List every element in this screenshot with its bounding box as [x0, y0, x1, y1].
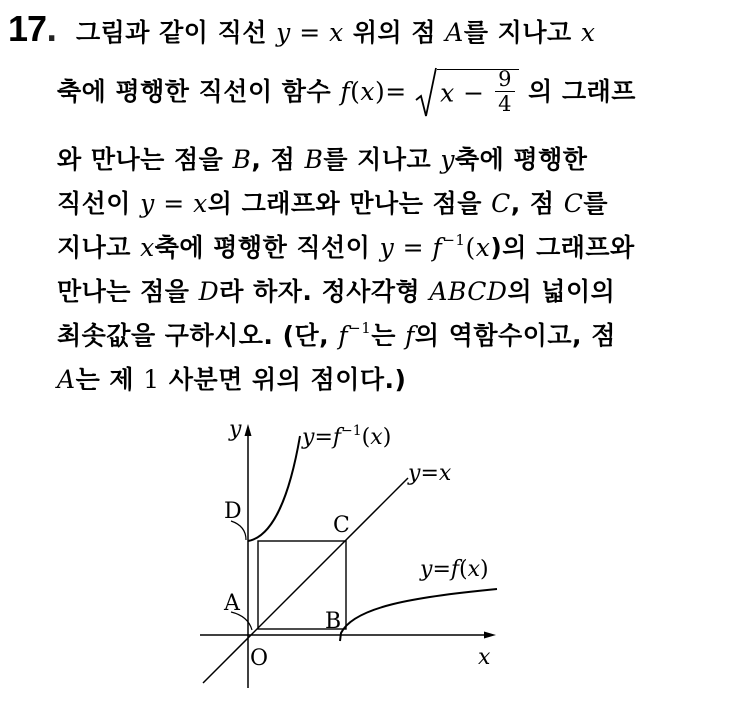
label-part: f — [332, 425, 342, 450]
text: 축에 평행한 — [454, 145, 588, 174]
x-axis-arrow-icon — [484, 632, 496, 639]
text: 위의 점 — [343, 18, 446, 47]
label-part: ( — [459, 557, 468, 582]
label-part: ) — [382, 425, 392, 450]
curve-label-f-inverse — [301, 423, 391, 450]
math: A — [57, 365, 76, 394]
text: 축에 평행한 직선이 함수 — [57, 77, 341, 106]
math: y — [379, 233, 395, 262]
math: x — [580, 18, 596, 47]
text: 의 넓이의 — [507, 277, 616, 306]
math-op: = — [290, 18, 330, 47]
curve-f-inverse — [248, 436, 300, 541]
label-part: = — [420, 461, 439, 486]
text: 축에 평행한 직선이 — [154, 233, 380, 262]
math: f — [405, 321, 415, 350]
text: 의 그래프 — [518, 77, 636, 106]
math: x — [140, 233, 155, 262]
math-superscript: −1 — [348, 319, 372, 337]
math: )= — [374, 77, 416, 106]
text: 그림과 같이 직선 — [75, 18, 277, 47]
label-part: ) — [480, 557, 489, 582]
text: 지나고 — [57, 233, 141, 262]
fraction-numerator: 9 — [495, 67, 515, 92]
math: y — [276, 18, 291, 47]
text: , 점 — [251, 145, 305, 174]
math: C — [491, 189, 511, 218]
point-label-A: A — [224, 591, 240, 616]
math: f — [340, 77, 351, 106]
math: x — [440, 78, 455, 108]
fraction-denominator: 4 — [498, 92, 512, 116]
problem-number: 17 — [8, 8, 47, 49]
point-label-C: C — [333, 513, 350, 538]
text: )의 그래프와 — [490, 233, 635, 262]
label-part: y — [302, 425, 315, 450]
text: 는 — [371, 321, 406, 350]
math: y — [140, 189, 155, 218]
point-label-D: D — [224, 499, 242, 524]
math: f — [338, 321, 349, 350]
math: B — [232, 145, 252, 174]
curve-label-f — [419, 557, 489, 582]
label-part: ( — [361, 425, 371, 450]
label-part: = — [432, 557, 451, 582]
math: ( — [465, 233, 476, 262]
math: f — [432, 233, 443, 262]
curve-f — [340, 589, 497, 641]
label-part: y — [420, 557, 433, 582]
math: B — [304, 145, 324, 174]
math: y — [440, 145, 455, 174]
label-superscript: −1 — [341, 423, 362, 439]
math: x — [193, 189, 208, 218]
math-op: = — [154, 189, 194, 218]
origin-label: O — [250, 646, 269, 671]
label-part: x — [370, 425, 383, 450]
text: 를 — [583, 189, 609, 218]
text: , 점 — [510, 189, 564, 218]
problem-number-dot: . — [46, 14, 58, 49]
text: 와 만나는 점을 — [57, 145, 233, 174]
text: 의 그래프와 만나는 점을 — [207, 189, 492, 218]
text: 사분면 위의 점이다.) — [159, 365, 407, 394]
label-part: f — [450, 557, 460, 582]
axis-label-x: x — [478, 645, 491, 670]
math: 1 — [143, 365, 160, 394]
math: A — [445, 18, 464, 47]
text: 를 지나고 — [323, 145, 441, 174]
y-axis-arrow-icon — [245, 424, 252, 436]
text: 최솟값을 구하시오. (단, — [57, 321, 339, 350]
math-superscript: −1 — [442, 231, 466, 249]
math-op: = — [394, 233, 433, 262]
math: x — [329, 18, 344, 47]
label-part: x — [438, 461, 452, 486]
math: D — [198, 277, 220, 306]
text: 의 역함수이고, 점 — [414, 321, 616, 350]
text: 만나는 점을 — [57, 277, 199, 306]
text: 라 하자. 정사각형 — [219, 277, 430, 306]
text: 를 지나고 — [463, 18, 581, 47]
point-label-B: B — [325, 609, 342, 634]
line-label-y-equals-x — [407, 461, 452, 486]
axis-label-y: y — [229, 417, 242, 442]
label-part: y — [408, 461, 421, 486]
math: C — [563, 189, 584, 218]
math: x — [360, 77, 375, 106]
label-part: = — [314, 425, 333, 450]
text: 직선이 — [57, 189, 141, 218]
math: − — [454, 78, 494, 108]
math: ( — [350, 77, 361, 106]
math: ABCD — [429, 277, 508, 306]
text: 는 제 — [75, 365, 144, 394]
math: x — [475, 233, 491, 262]
label-part: x — [467, 557, 481, 582]
